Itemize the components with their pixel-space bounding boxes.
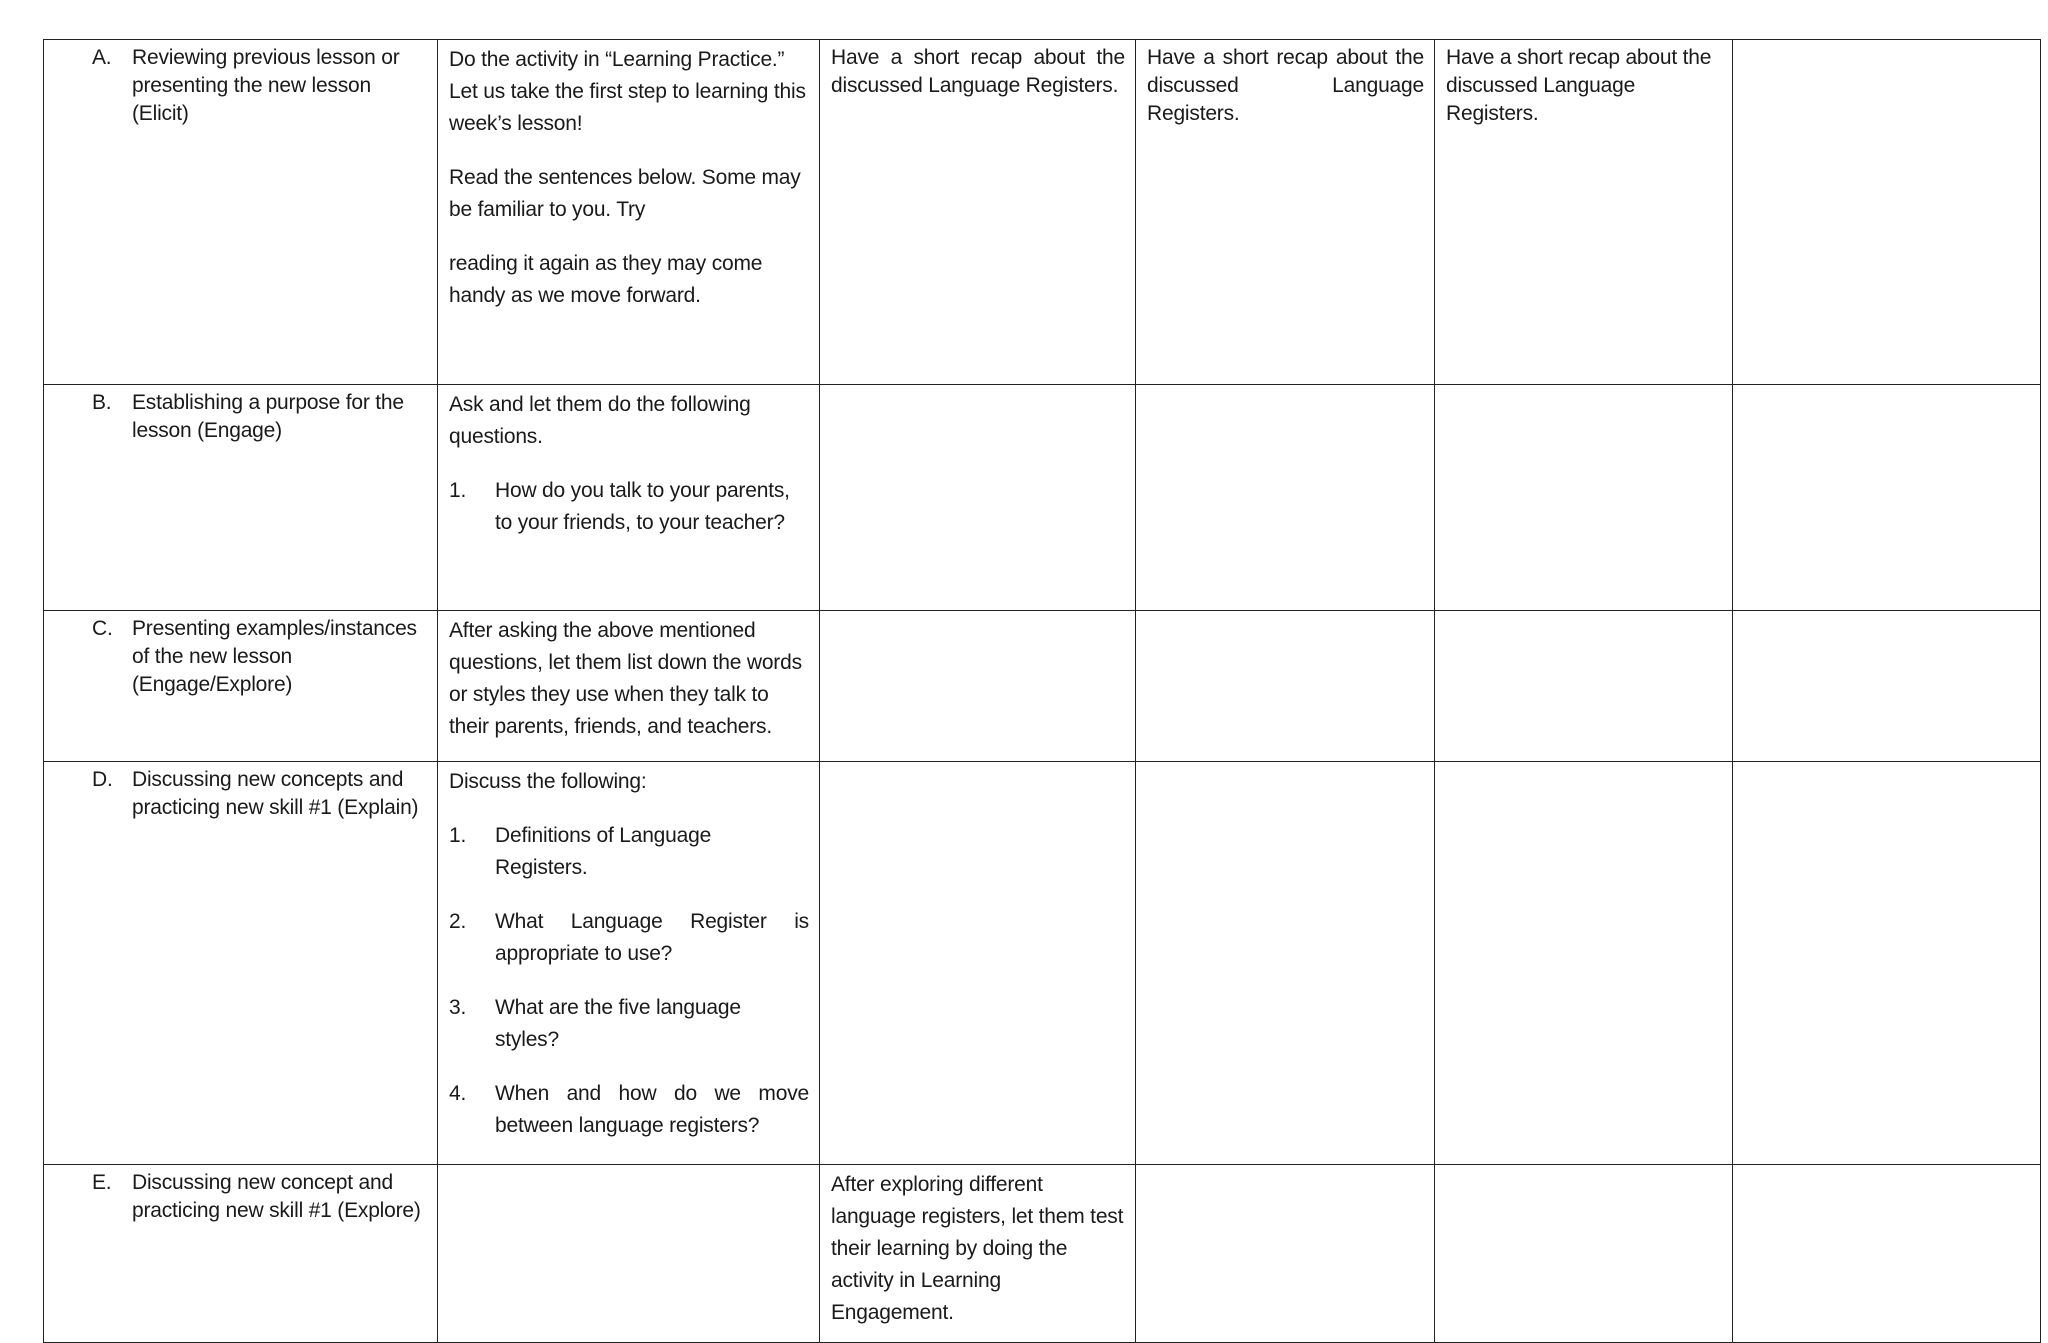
numbered-item (449, 992, 809, 1056)
stage-cell (44, 611, 438, 762)
table-row-b (44, 385, 2041, 611)
recap-cell (1435, 40, 1733, 385)
table-row-d (44, 762, 2041, 1165)
empty-cell (438, 1165, 820, 1343)
item-text: How do you talk to your parents, to your friends, to your teacher? (495, 479, 790, 534)
item-text: What Language Register is appropriate to use? (495, 910, 809, 965)
activity-intro: Discuss the following: (449, 770, 647, 793)
empty-cell (1733, 762, 2041, 1165)
stage-title: Reviewing previous lesson or presenting the new lesson (Elicit) (132, 46, 400, 125)
empty-cell (1733, 611, 2041, 762)
empty-cell (1136, 762, 1435, 1165)
stage-letter: C. (92, 617, 113, 640)
empty-cell (1136, 1165, 1435, 1343)
item-number: 3. (449, 996, 467, 1019)
item-number: 4. (449, 1082, 467, 1105)
empty-cell (820, 385, 1136, 611)
activity-paragraph: Read the sentences below. Some may be familiar to you. Try (449, 166, 801, 221)
numbered-item (449, 906, 809, 970)
activity-cell (820, 1165, 1136, 1343)
stage-cell (44, 40, 438, 385)
numbered-item (449, 475, 809, 539)
empty-cell (1435, 1165, 1733, 1343)
empty-cell (820, 611, 1136, 762)
table-row-c (44, 611, 2041, 762)
empty-cell (1733, 385, 2041, 611)
item-text: Definitions of Language Registers. (495, 824, 712, 879)
stage-title: Presenting examples/instances of the new lesson (Engage/Explore) (132, 617, 417, 696)
stage-letter: B. (92, 391, 112, 414)
empty-cell (820, 762, 1136, 1165)
empty-cell (1435, 385, 1733, 611)
lesson-plan-table (43, 39, 2041, 1343)
item-number: 1. (449, 824, 467, 847)
numbered-item (449, 820, 809, 884)
activity-cell (438, 385, 820, 611)
activity-paragraph: Do the activity in “Learning Practice.” Let us take the first step to learning this week’s lesson! (449, 48, 806, 135)
activity-paragraph: reading it again as they may come handy as we move forward. (449, 252, 763, 307)
empty-cell (1435, 611, 1733, 762)
activity-intro: After asking the above mentioned questions, let them list down the words or styles they use when they talk to their parents, friends, and teachers. (449, 619, 802, 738)
recap-cell (820, 40, 1136, 385)
activity-cell (438, 762, 820, 1165)
empty-cell (1733, 1165, 2041, 1343)
recap-text: Have a short recap about the discussed Language Registers. (1446, 46, 1712, 125)
recap-text: Have a short recap about the discussed Language Registers. (831, 46, 1125, 97)
empty-cell (1435, 762, 1733, 1165)
empty-cell (1136, 611, 1435, 762)
stage-letter: E. (92, 1171, 112, 1194)
item-number: 1. (449, 479, 467, 502)
activity-cell (438, 611, 820, 762)
item-text: When and how do we move between language registers? (495, 1082, 809, 1137)
stage-cell (44, 1165, 438, 1343)
table-row-e (44, 1165, 2041, 1343)
stage-title: Establishing a purpose for the lesson (Engage) (132, 391, 404, 442)
recap-text: Have a short recap about the discussed Language Registers. (1147, 46, 1424, 125)
activity-cell (438, 40, 820, 385)
activity-text: After exploring different language registers, let them test their learning by doing the activity in Learning Engagement. (831, 1173, 1124, 1324)
stage-cell (44, 385, 438, 611)
numbered-item (449, 1078, 809, 1142)
item-number: 2. (449, 910, 467, 933)
stage-letter: D. (92, 768, 113, 791)
empty-cell (1136, 385, 1435, 611)
stage-cell (44, 762, 438, 1165)
item-text: What are the five language styles? (495, 996, 741, 1051)
stage-title: Discussing new concept and practicing new skill #1 (Explore) (132, 1171, 421, 1222)
activity-intro: Ask and let them do the following questions. (449, 393, 751, 448)
table-row-a (44, 40, 2041, 385)
recap-cell (1136, 40, 1435, 385)
stage-title: Discussing new concepts and practicing new skill #1 (Explain) (132, 768, 419, 819)
stage-letter: A. (92, 46, 112, 69)
empty-cell (1733, 40, 2041, 385)
